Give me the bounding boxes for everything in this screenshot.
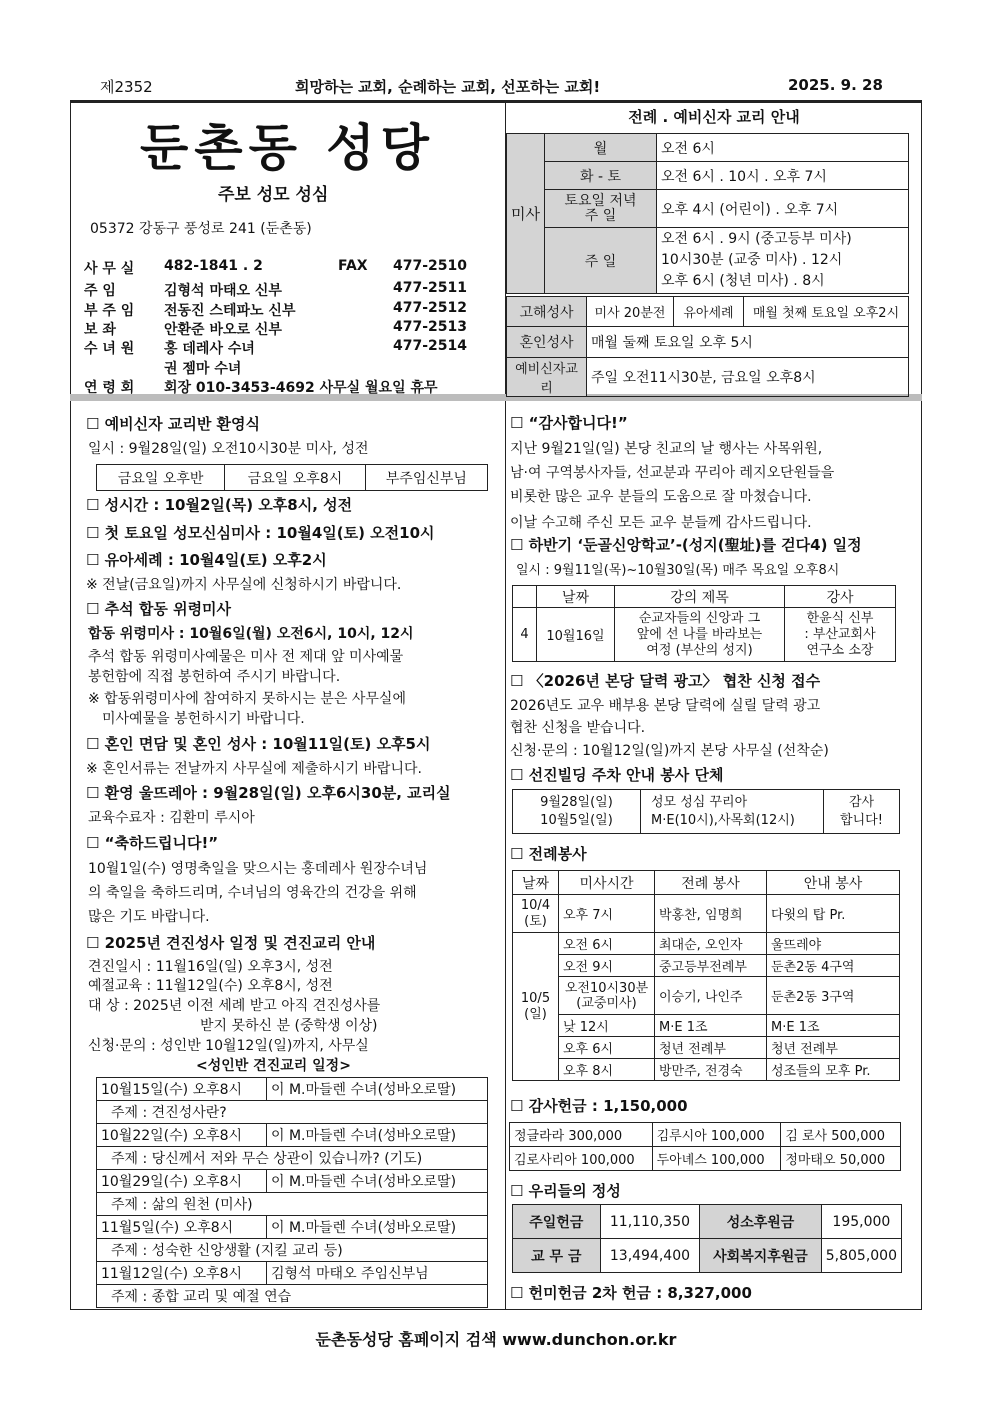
class-teacher: 이 M.마들렌 수녀(성바오로딸)	[267, 1170, 488, 1193]
liturgy-server: 최대순, 오인자	[655, 933, 767, 955]
school-line: 일시 : 9월11일(목)~10월30일(목) 매주 목요일 오후8시	[516, 563, 840, 578]
offering-label: 사회복지후원금	[700, 1239, 821, 1273]
ulteuria-heading: ☐ 환영 울뜨레아 : 9월28일(일) 오후6시30분, 교리실	[86, 784, 451, 802]
offering-label: 주일헌금	[513, 1205, 601, 1239]
liturgy-guide: 둔촌2동 4구역	[767, 955, 900, 977]
fax-label: FAX	[338, 258, 368, 274]
marriage-note: ※ 혼인서류는 전날까지 사무실에 제출하시기 바랍니다.	[86, 761, 422, 777]
mass-time: 오후 4시 (어린이) . 오후 7시	[657, 190, 909, 228]
chuseok-line: 합동 위령미사 : 10월6일(월) 오전6시, 10시, 12시	[88, 626, 414, 642]
class-date: 10월22일(수) 오후8시	[97, 1124, 267, 1147]
liturgy-heading: ☐ 전례봉사	[510, 845, 587, 863]
mass-day: 주 일	[545, 228, 657, 294]
donor-cell: 정글라라 300,000	[510, 1123, 653, 1147]
congrats-text: 의 축일을 축하드리며, 수녀님의 영육간의 건강을 위해	[88, 885, 417, 901]
sister-name-2: 권 젬마 수녀	[164, 361, 242, 377]
thanks-heading: ☐ “감사합니다!”	[510, 414, 628, 432]
ulteuria-line: 교육수료자 : 김환미 루시아	[88, 810, 255, 826]
class-topic: 주제 : 삶의 원천 (미사)	[97, 1193, 488, 1216]
parking-groups: 성모 성심 꾸리아 M·E(10시),사목회(12시)	[641, 790, 824, 834]
parking-heading: ☐ 선진빌딩 주차 안내 봉사 단체	[510, 766, 724, 784]
liturgy-server: 박홍찬, 임명희	[655, 895, 767, 933]
school-col-header: 날짜	[537, 586, 615, 608]
welcome-cell: 부주임신부님	[365, 465, 487, 491]
marriage-heading: ☐ 혼인 면담 및 혼인 성사 : 10월11일(토) 오후5시	[86, 735, 431, 753]
liturgy-guide: 둔촌2동 3구역	[767, 977, 900, 1015]
welcome-heading: ☐ 예비신자 교리반 환영식	[86, 415, 261, 433]
liturgy-server: 이승기, 나인주	[655, 977, 767, 1015]
marriage-label: 혼인성사	[507, 327, 587, 358]
class-teacher: 이 M.마들렌 수녀(성바오로딸)	[267, 1124, 488, 1147]
school-row-date: 10월16일	[537, 608, 615, 662]
donor-cell: 김루시아 100,000	[652, 1123, 781, 1147]
offering-heading: ☐ 우리들의 정성	[510, 1182, 621, 1200]
assist-name: 안환준 바오로 신부	[164, 322, 282, 338]
parish-feast: 주보 성모 성심	[218, 185, 329, 205]
confession-time: 미사 20분전	[587, 297, 674, 327]
offering-table	[512, 1204, 902, 1273]
congrats-text: 많은 기도 바랍니다.	[88, 909, 210, 925]
confirmation-class-table	[96, 1077, 488, 1308]
liturgy-time: 오전 6시	[559, 933, 655, 955]
school-row-lecturer: 한윤식 신부 : 부산교회사 연구소 소장	[785, 608, 896, 662]
class-topic: 주제 : 성숙한 신앙생활 (지킬 교리 등)	[97, 1239, 488, 1262]
offering-label: 성소후원금	[700, 1205, 821, 1239]
adult-class-title: <성인반 견진교리 일정>	[196, 1058, 351, 1074]
confirmation-line: 신청·문의 : 성인반 10월12일(일)까지, 사무실	[88, 1038, 369, 1054]
pastor-phone: 477-2511	[393, 280, 467, 296]
office-label: 사 무 실	[84, 261, 135, 277]
thanks-text: 남·여 구역봉사자들, 선교분과 꾸리아 레지오단원들을	[510, 465, 835, 481]
infant-label: 유아세례	[674, 297, 744, 327]
infant-baptism-heading: ☐ 유아세례 : 10월4일(토) 오후2시	[86, 551, 327, 569]
council-info: 회장 010-3453-4692 사무실 월요일 휴무	[164, 380, 438, 396]
liturgy-guide: 다윗의 탑 Pr.	[767, 895, 900, 933]
chuseok-note: 미사예물을 봉헌하시기 바랍니다.	[102, 711, 305, 727]
first-saturday-heading: ☐ 첫 토요일 성모신심미사 : 10월4일(토) 오전10시	[86, 524, 435, 542]
confirmation-line: 견진일시 : 11월16일(일) 오후3시, 성전	[88, 959, 333, 975]
vice-phone: 477-2512	[393, 300, 467, 316]
liturgy-col-header: 안내 봉사	[767, 871, 900, 895]
liturgy-time: 오전10시30분 (교중미사)	[559, 977, 655, 1015]
infant-baptism-note: ※ 전날(금요일)까지 사무실에 신청하시기 바랍니다.	[86, 577, 402, 593]
class-date: 10월15일(수) 오후8시	[97, 1078, 267, 1101]
congrats-heading: ☐ “축하드립니다!”	[86, 834, 219, 852]
class-date: 11월5일(수) 오후8시	[97, 1216, 267, 1239]
parking-thanks: 감사 합니다!	[824, 790, 900, 834]
donor-cell: 김 로사 500,000	[781, 1123, 901, 1147]
confirmation-line: 예절교육 : 11월12일(수) 오후8시, 성전	[88, 978, 333, 994]
confession-label: 고해성사	[507, 297, 587, 327]
marriage-time: 매월 둘째 토요일 오후 5시	[587, 327, 909, 358]
school-col-header: 강사	[785, 586, 896, 608]
mass-side-label: 미사	[507, 134, 545, 294]
school-table	[512, 585, 896, 662]
parking-dates: 9월28일(일) 10월5일(일)	[513, 790, 641, 834]
donor-cell: 김로사리아 100,000	[510, 1147, 653, 1171]
issue-number: 제2352	[100, 78, 153, 96]
liturgy-guide: 울뜨레야	[767, 933, 900, 955]
liturgy-table	[512, 870, 900, 1081]
confirmation-line: 받지 못하신 분 (중학생 이상)	[200, 1018, 378, 1034]
congrats-text: 10월1일(수) 영명축일을 맞으시는 홍데레사 원장수녀님	[88, 861, 428, 877]
class-topic: 주제 : 당신께서 저와 무슨 상관이 있습니까? (기도)	[97, 1147, 488, 1170]
liturgy-server: M·E 1조	[655, 1015, 767, 1037]
fax-number: 477-2510	[393, 258, 467, 274]
liturgy-date: 10/4 (토)	[513, 895, 559, 933]
thanks-text: 비롯한 많은 교우 분들의 도움으로 잘 마쳤습니다.	[510, 489, 812, 505]
liturgy-col-header: 전례 봉사	[655, 871, 767, 895]
vice-name: 전동진 스테파노 신부	[164, 303, 296, 319]
liturgy-time: 오후 8시	[559, 1059, 655, 1081]
parking-table	[512, 789, 900, 834]
school-heading: ☐ 하반기 ‘둔골신앙학교’-(성지(聖址)를 걷다4) 일정	[510, 536, 862, 554]
liturgy-guide: 청년 전례부	[767, 1037, 900, 1059]
office-phone: 482-1841 . 2	[164, 258, 263, 274]
sister-label: 수 녀 원	[84, 341, 135, 357]
offering-value: 11,110,350	[600, 1205, 700, 1239]
chuseok-text: 추석 합동 위령미사예물은 미사 전 제대 앞 미사예물	[88, 649, 404, 665]
sacrament-table-2	[506, 326, 909, 397]
liturgy-time: 낮 12시	[559, 1015, 655, 1037]
pastor-name: 김형석 마태오 신부	[164, 283, 282, 299]
donor-cell: 두아녜스 100,000	[652, 1147, 781, 1171]
welcome-cell: 금요일 오후8시	[225, 465, 365, 491]
infant-time: 매월 첫째 토요일 오후2시	[744, 297, 909, 327]
calendar-text: 신청·문의 : 10월12일(일)까지 본당 사무실 (선착순)	[510, 743, 829, 759]
mass-day: 화 - 토	[545, 162, 657, 190]
liturgy-date: 10/5 (일)	[513, 933, 559, 1081]
parish-name: 둔촌동 성당	[140, 118, 435, 177]
top-bar	[70, 76, 922, 98]
chuseok-note: ※ 합동위령미사에 참여하지 못하시는 분은 사무실에	[88, 691, 406, 707]
thanks-text: 지난 9월21일(일) 본당 친교의 날 행사는 사목위원,	[510, 441, 823, 457]
offering-label: 교 무 금	[513, 1239, 601, 1273]
welcome-cell: 금요일 오후반	[97, 465, 225, 491]
confirmation-line: 대 상 : 2025년 이전 세례 받고 아직 견진성사를	[88, 998, 381, 1014]
chuseok-heading: ☐ 추석 합동 위령미사	[86, 600, 232, 618]
class-teacher: 김형석 마태오 주임신부님	[267, 1262, 488, 1285]
catechumen-time: 주일 오전11시30분, 금요일 오후8시	[587, 358, 909, 397]
class-teacher: 이 M.마들렌 수녀(성바오로딸)	[267, 1216, 488, 1239]
calendar-text: 2026년도 교우 배부용 본당 달력에 실릴 달력 광고	[510, 698, 821, 714]
footer-homepage[interactable]: 둔촌동성당 홈페이지 검색 www.dunchon.or.kr	[315, 1330, 677, 1349]
second-collection-heading: ☐ 헌미헌금 2차 헌금 : 8,327,000	[510, 1284, 752, 1302]
thanksgiving-offering-heading: ☐ 감사헌금 : 1,150,000	[510, 1097, 688, 1115]
mass-table	[506, 133, 909, 294]
mass-day: 토요일 저녁 주 일	[545, 190, 657, 228]
sister-phone: 477-2514	[393, 338, 467, 354]
offering-value: 5,805,000	[821, 1239, 901, 1273]
welcome-table	[96, 464, 488, 491]
calendar-text: 협찬 신청을 받습니다.	[510, 720, 646, 736]
sister-name-1: 홍 데레사 수녀	[164, 341, 255, 357]
offering-value: 195,000	[821, 1205, 901, 1239]
school-row-no: 4	[513, 608, 537, 662]
mass-time: 오전 6시 . 10시 . 오후 7시	[657, 162, 909, 190]
school-row-title: 순교자들의 신앙과 그 앞에 선 나를 바라보는 여정 (부산의 성지)	[615, 608, 785, 662]
confirmation-heading: ☐ 2025년 견진성사 일정 및 견진교리 안내	[86, 934, 376, 952]
liturgy-server: 청년 전례부	[655, 1037, 767, 1059]
motto: 희망하는 교회, 순례하는 교회, 선포하는 교회!	[295, 78, 601, 96]
assist-label: 보 좌	[84, 322, 116, 338]
thanks-text: 이날 수고해 주신 모든 교우 분들께 감사드립니다.	[510, 515, 812, 531]
class-topic: 주제 : 견진성사란?	[97, 1101, 488, 1124]
class-date: 10월29일(수) 오후8시	[97, 1170, 267, 1193]
council-label: 연 령 회	[84, 380, 135, 396]
donor-table	[509, 1122, 901, 1171]
mass-time: 오전 6시 . 9시 (중고등부 미사) 10시30분 (교중 미사) . 12시 오후 6시 (청년 미사) . 8시	[657, 228, 909, 294]
liturgy-server: 중고등부전례부	[655, 955, 767, 977]
holy-hour-heading: ☐ 성시간 : 10월2일(목) 오후8시, 성전	[86, 496, 353, 514]
welcome-line: 일시 : 9월28일(일) 오전10시30분 미사, 성전	[88, 441, 369, 457]
catechumen-label: 예비신자교리	[507, 358, 587, 397]
school-col-header: 강의 제목	[615, 586, 785, 608]
class-topic: 주제 : 종합 교리 및 예절 연습	[97, 1285, 488, 1308]
class-teacher: 이 M.마들렌 수녀(성바오로딸)	[267, 1078, 488, 1101]
liturgy-time: 오전 9시	[559, 955, 655, 977]
mass-time: 오전 6시	[657, 134, 909, 162]
pastor-label: 주 임	[84, 283, 116, 299]
liturgy-time: 오후 7시	[559, 895, 655, 933]
schedule-title: 전례 . 예비신자 교리 안내	[628, 108, 800, 126]
liturgy-col-header: 날짜	[513, 871, 559, 895]
chuseok-text: 봉헌함에 직접 봉헌하여 주시기 바랍니다.	[88, 669, 341, 685]
liturgy-guide: 성조들의 모후 Pr.	[767, 1059, 900, 1081]
liturgy-time: 오후 6시	[559, 1037, 655, 1059]
calendar-heading: ☐ 〈2026년 본당 달력 광고〉 협찬 신청 접수	[510, 672, 821, 690]
liturgy-guide: M·E 1조	[767, 1015, 900, 1037]
issue-date: 2025. 9. 28	[788, 76, 883, 94]
liturgy-server: 방만주, 전경숙	[655, 1059, 767, 1081]
class-date: 11월12일(수) 오후8시	[97, 1262, 267, 1285]
mass-day: 월	[545, 134, 657, 162]
assist-phone: 477-2513	[393, 319, 467, 335]
liturgy-col-header: 미사시간	[559, 871, 655, 895]
donor-cell: 정마태오 50,000	[781, 1147, 901, 1171]
parish-address: 05372 강동구 풍성로 241 (둔촌동)	[90, 221, 312, 237]
offering-value: 13,494,400	[600, 1239, 700, 1273]
vice-label: 부 주 임	[84, 303, 135, 319]
sacrament-table-1	[506, 296, 909, 327]
